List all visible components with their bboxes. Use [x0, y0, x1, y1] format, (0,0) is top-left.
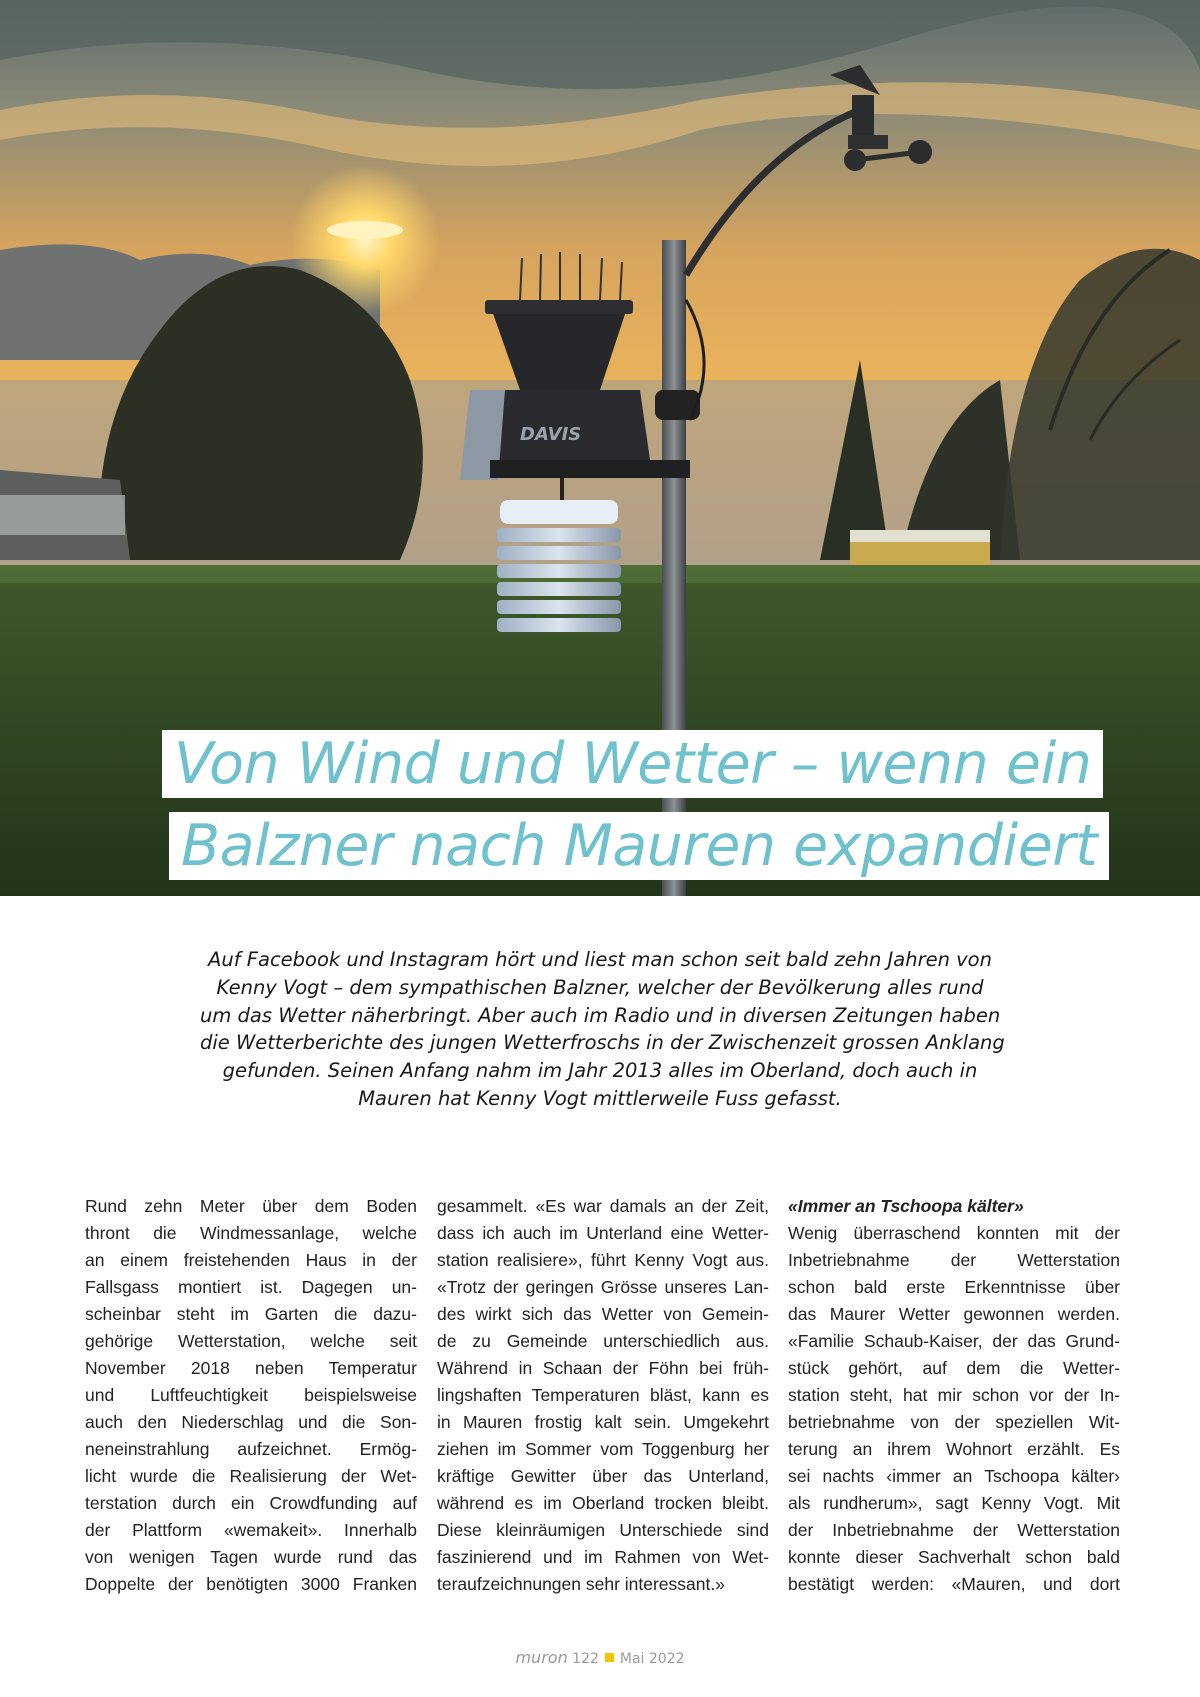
- body-line: «Familie Schaub-Kaiser, der das Grund-: [788, 1331, 1120, 1351]
- lead-line: Kenny Vogt – dem sympathischen Balzner, welcher der Bevölkerung alles rund: [216, 975, 984, 999]
- body-line: teraufzeichnungen sehr interessant.»: [437, 1574, 725, 1594]
- body-line: Rund zehn Meter über dem Boden: [85, 1196, 417, 1216]
- lead-line: um das Wetter näherbringt. Aber auch im Radio und in diversen Zeitungen haben: [200, 1003, 1001, 1027]
- body-line: lingshaften Temperaturen bläst, kann es: [437, 1385, 769, 1405]
- lead-paragraph: [200, 946, 1005, 1113]
- body-line: thront die Windmessanlage, welche: [85, 1223, 417, 1243]
- subheading: «Immer an Tschoopa kälter»: [788, 1196, 1024, 1216]
- headline-line-1: Von Wind und Wetter – wenn ein: [162, 730, 1103, 798]
- body-line: und Luftfeuchtigkeit beispielsweise: [85, 1385, 417, 1405]
- body-line: station steht, hat mir schon vor der In-: [788, 1385, 1120, 1405]
- page-footer: [0, 1648, 1200, 1667]
- body-line: von wenigen Tagen wurde rund das: [85, 1547, 417, 1567]
- body-line: «Trotz der geringen Grösse unseres Lan-: [437, 1277, 769, 1297]
- body-line: scheinbar steht im Garten die dazu-: [85, 1304, 417, 1324]
- body-line: station realisiere», führt Kenny Vogt aus.: [437, 1250, 769, 1270]
- body-line: sei nachts ‹immer an Tschoopa kälter›: [788, 1466, 1120, 1486]
- body-line: in Mauren frostig kalt sein. Umgekehrt: [437, 1412, 769, 1432]
- body-line: während es im Oberland trocken bleibt.: [437, 1493, 769, 1513]
- body-line: der Inbetriebnahme der Wetterstation: [788, 1520, 1120, 1540]
- magazine-brand: muron: [515, 1648, 568, 1667]
- body-line: Doppelte der benötigten 3000 Franken: [85, 1574, 417, 1594]
- issue-number: 122: [572, 1651, 599, 1667]
- body-line: an einem freistehenden Haus in der: [85, 1250, 417, 1270]
- body-line: dass ich auch im Unterland eine Wetter-: [437, 1223, 769, 1243]
- body-line: Inbetriebnahme der Wetterstation: [788, 1250, 1120, 1270]
- body-line: das Maurer Wetter gewonnen werden.: [788, 1304, 1120, 1324]
- body-line: der Plattform «wemakeit». Innerhalb: [85, 1520, 417, 1540]
- lead-line: Mauren hat Kenny Vogt mittlerweile Fuss gefasst.: [358, 1086, 842, 1110]
- body-column-3: [788, 1193, 1120, 1598]
- body-line: Wenig überraschend konnten mit der: [788, 1223, 1120, 1243]
- body-line: Diese kleinräumigen Unterschiede sind: [437, 1520, 769, 1540]
- body-line: Fallsgass montiert ist. Dagegen un-: [85, 1277, 417, 1297]
- body-line: faszinierend und im Rahmen von Wet-: [437, 1547, 769, 1567]
- body-line: gesammelt. «Es war damals an der Zeit,: [437, 1196, 769, 1216]
- issue-date: Mai 2022: [619, 1651, 685, 1667]
- body-column-1: [85, 1193, 417, 1598]
- lead-line: gefunden. Seinen Anfang nahm im Jahr 2013 alles im Oberland, doch auch in: [222, 1059, 978, 1083]
- body-line: auch den Niederschlag und die Son-: [85, 1412, 417, 1432]
- body-line: des wirkt sich das Wetter von Gemein-: [437, 1304, 769, 1324]
- body-line: ziehen im Sommer vom Toggenburg her: [437, 1439, 769, 1459]
- body-line: schon bald erste Erkenntnisse über: [788, 1277, 1120, 1297]
- body-line: terstation durch ein Crowdfunding auf: [85, 1493, 417, 1513]
- body-line: stück gehört, auf dem die Wetter-: [788, 1358, 1120, 1378]
- davis-logo: DAVIS: [520, 424, 582, 445]
- body-line: gehörige Wetterstation, welche seit: [85, 1331, 417, 1351]
- body-column-2: [437, 1193, 769, 1598]
- body-line: neneinstrahlung aufzeichnet. Ermög-: [85, 1439, 417, 1459]
- square-separator-icon: [605, 1653, 614, 1662]
- body-line: als rundherum», sagt Kenny Vogt. Mit: [788, 1493, 1120, 1513]
- body-line: betriebnahme von der speziellen Wit-: [788, 1412, 1120, 1432]
- body-line: terung an ihrem Wohnort erzählt. Es: [788, 1439, 1120, 1459]
- headline-line-2: Balzner nach Mauren expandiert: [169, 812, 1109, 880]
- body-line: bestätigt werden: «Mauren, und dort: [788, 1574, 1120, 1594]
- body-line: November 2018 neben Temperatur: [85, 1358, 417, 1378]
- body-line: licht wurde die Realisierung der Wet-: [85, 1466, 417, 1486]
- lead-line: Auf Facebook und Instagram hört und liest man schon seit bald zehn Jahren von: [208, 948, 992, 971]
- body-line: de zu Gemeinde unterschiedlich aus.: [437, 1331, 769, 1351]
- body-line: kräftige Gewitter über das Unterland,: [437, 1466, 769, 1486]
- lead-line: die Wetterberichte des jungen Wetterfroschs in der Zwischenzeit grossen Anklang: [200, 1031, 1005, 1055]
- body-line: Während in Schaan der Föhn bei früh-: [437, 1358, 769, 1378]
- body-line: konnte dieser Sachverhalt schon bald: [788, 1547, 1120, 1567]
